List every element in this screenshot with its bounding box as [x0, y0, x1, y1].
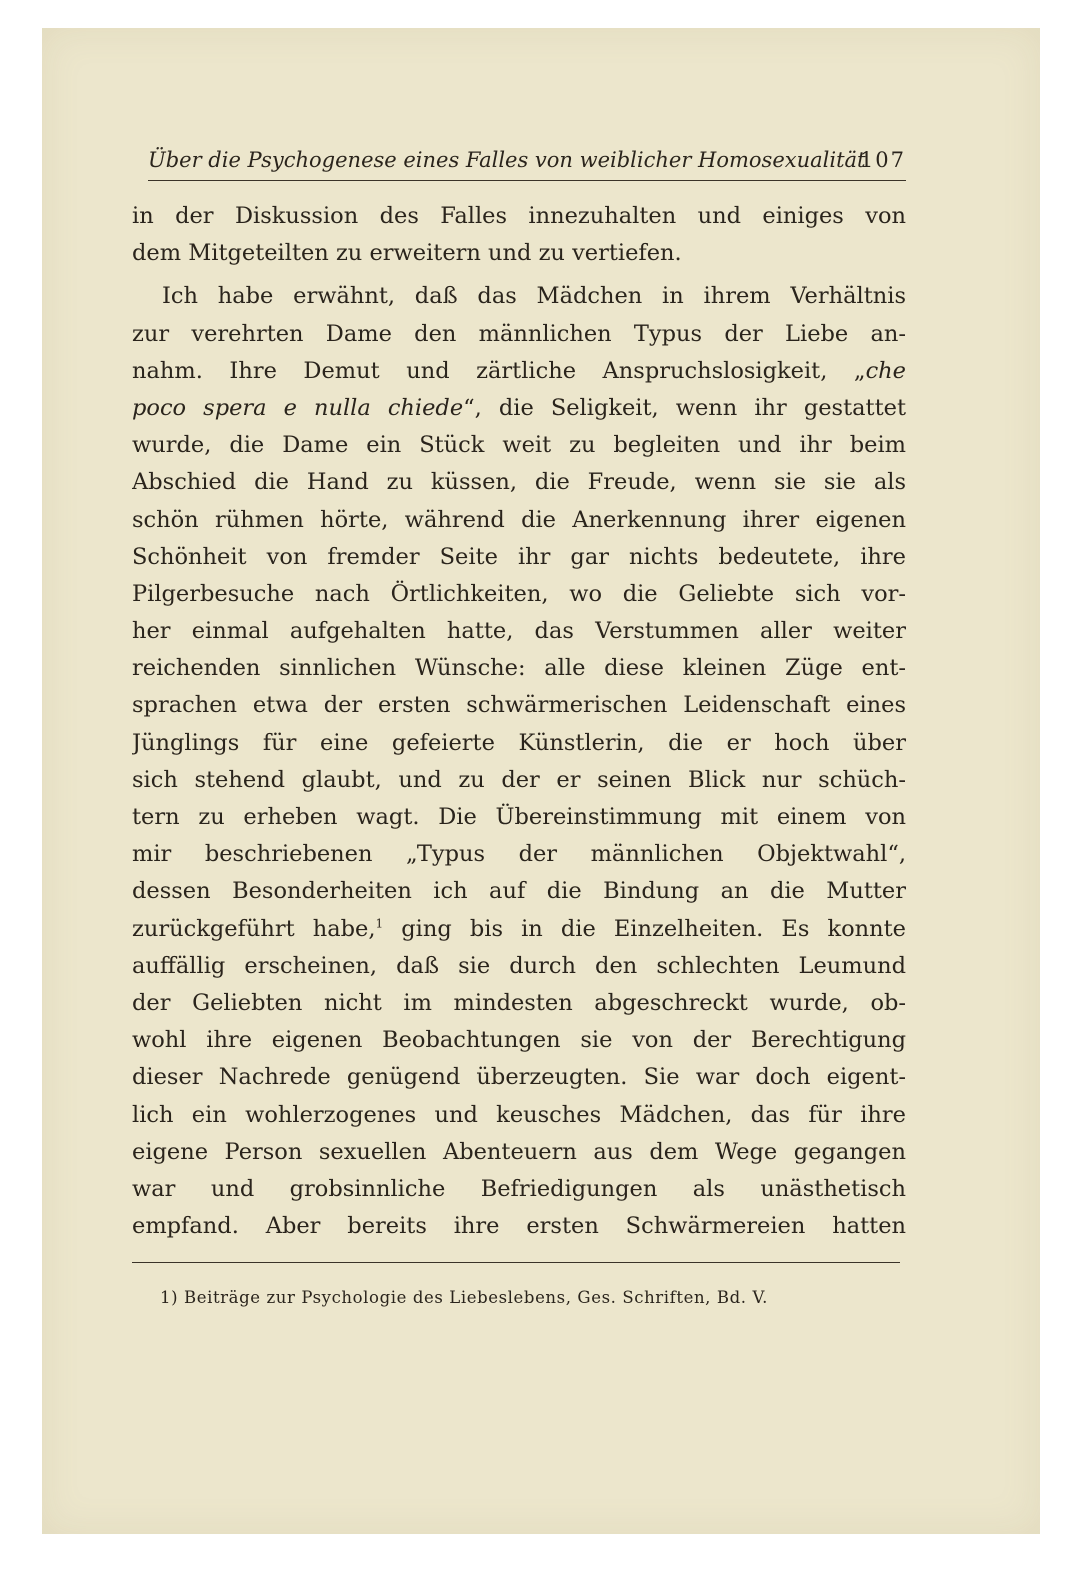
text-line: in der Diskussion des Falles innezuhalten und einiges von [132, 203, 906, 229]
text-line: dem Mitgeteilten zu erweitern und zu vertiefen. [132, 240, 682, 267]
text-line: auffällig erscheinen, daß sie durch den schlechten Leumund [132, 952, 906, 979]
text-line: war und grobsinnliche Befriedigungen als unästhetisch [132, 1175, 906, 1202]
text-line: sich stehend glaubt, und zu der er seinen Blick nur schüch- [132, 766, 906, 793]
running-title: Über die Psychogenese eines Falles von weiblicher Homosexualität [148, 148, 866, 172]
text-line: reichenden sinnlichen Wünsche: alle diese kleinen Züge ent- [132, 655, 906, 682]
text-line: lich ein wohlerzogenes und keusches Mädchen, das für ihre [132, 1101, 906, 1128]
text-line: Pilgerbesuche nach Örtlichkeiten, wo die Geliebte sich vor- [132, 580, 906, 607]
text-segment: zurückgeführt habe, [132, 915, 376, 942]
footnote-marker: 1 [375, 916, 384, 931]
text-line [132, 911, 906, 948]
text-line [132, 353, 906, 390]
text-segment: nahm. Ihre Demut und zärtliche Anspruchslosigkeit, „ [132, 357, 866, 384]
text-segment: “, die Seligkeit, wenn ihr gestattet [463, 394, 906, 421]
page-number: 107 [859, 148, 906, 172]
text-line: tern zu erheben wagt. Die Übereinstimmung mit einem von [132, 804, 906, 830]
text-line: dieser Nachrede genügend überzeugten. Sie war doch eigent- [132, 1064, 906, 1091]
text-segment: ging bis in die Einzelheiten. Es konnte [383, 915, 906, 942]
italic-quote-segment: poco spera e nulla chiede [132, 394, 464, 421]
text-line: empfand. Aber bereits ihre ersten Schwärmereien hatten [132, 1213, 906, 1240]
text-line: wurde, die Dame ein Stück weit zu begleiten und ihr beim [132, 432, 906, 459]
text-line: Ich habe erwähnt, daß das Mädchen in ihrem Verhältnis [162, 283, 906, 310]
text-line: der Geliebten nicht im mindesten abgeschreckt wurde, ob- [132, 989, 906, 1016]
text-line: dessen Besonderheiten ich auf die Bindung an die Mutter [132, 878, 906, 905]
text-line: sprachen etwa der ersten schwärmerischen Leidenschaft eines [132, 692, 906, 719]
text-line: wohl ihre eigenen Beobachtungen sie von der Berechtigung [132, 1027, 906, 1054]
text-line: her einmal aufgehalten hatte, das Verstummen aller weiter [132, 618, 906, 645]
text-line: zur verehrten Dame den männlichen Typus der Liebe an- [132, 320, 906, 347]
italic-quote-segment: che [865, 357, 906, 384]
text-line: Abschied die Hand zu küssen, die Freude, wenn sie sie als [132, 469, 906, 496]
running-header [148, 148, 906, 181]
text-line: mir beschriebenen „Typus der männlichen Objektwahl“, [132, 841, 906, 868]
text-line [132, 390, 906, 427]
text-line: schön rühmen hörte, während die Anerkennung ihrer eigenen [132, 506, 906, 533]
text-line: eigene Person sexuellen Abenteuern aus dem Wege gegangen [132, 1138, 906, 1165]
body-text [132, 198, 906, 1245]
footnote: 1) Beiträge zur Psychologie des Liebeslebens, Ges. Schriften, Bd. V. [160, 1288, 768, 1307]
text-line: Schönheit von fremder Seite ihr gar nichts bedeutete, ihre [132, 543, 906, 570]
footnote-divider [132, 1262, 900, 1263]
text-line: Jünglings für eine gefeierte Künstlerin, die er hoch über [132, 729, 906, 756]
